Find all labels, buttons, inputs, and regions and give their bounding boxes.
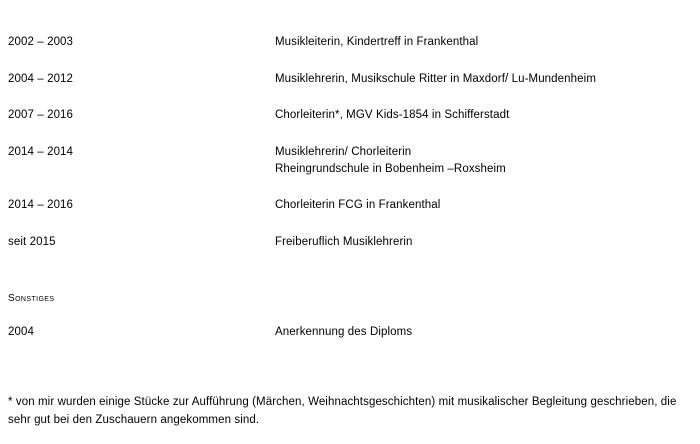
- list-item: [0, 234, 700, 251]
- entry-description: [275, 107, 700, 124]
- list-item: [0, 34, 700, 51]
- other-list: [0, 324, 700, 341]
- entry-description: [275, 324, 700, 341]
- entry-description: [275, 234, 700, 251]
- list-item: [0, 324, 700, 341]
- entry-period: 2004: [8, 325, 34, 338]
- entry-description-line2: Rheingrundschule in Bobenheim –Roxsheim: [275, 162, 506, 175]
- entry-description-line1: Musiklehrerin/ Chorleiterin: [275, 146, 412, 159]
- entry-description-line1: Musikleiterin, Kindertreff in Frankenthal: [275, 36, 479, 48]
- entry-description-line1: Anerkennung des Diploms: [275, 325, 413, 338]
- entry-period: 2004 – 2012: [8, 72, 74, 85]
- section-spacer-lower: [0, 304, 700, 324]
- entry-description: [275, 144, 700, 177]
- entry-period: 2014 – 2016: [8, 199, 74, 212]
- footnote-line1: * von mir wurden einige Stücke zur Aufführung (Märchen, Weihnachtsgeschichten) mit musikalischer Begleitung geschrieben, die: [8, 396, 677, 409]
- list-item: [0, 144, 700, 177]
- entry-period: 2002 – 2003: [8, 36, 74, 48]
- list-item: [0, 197, 700, 214]
- section-heading-sonstiges: Sonstiges: [8, 292, 55, 304]
- entry-description: [275, 197, 700, 214]
- entry-description: [275, 71, 700, 88]
- list-item: [0, 107, 700, 124]
- footnote-spacer: [0, 360, 700, 394]
- entry-period: 2007 – 2016: [8, 109, 74, 122]
- list-item: [0, 71, 700, 88]
- entry-period: seit 2015: [8, 236, 56, 249]
- entry-description-line1: Freiberuflich Musiklehrerin: [275, 236, 413, 249]
- entry-description-line1: Musiklehrerin, Musikschule Ritter in Maxdorf/ Lu-Mundenheim: [275, 72, 596, 85]
- entry-period: 2014 – 2014: [8, 146, 74, 159]
- entry-description: [275, 34, 700, 51]
- footnote: [0, 394, 700, 429]
- top-spacer: [0, 0, 700, 34]
- experience-list: [0, 34, 700, 251]
- entry-description-line1: Chorleiterin*, MGV Kids-1854 in Schifferstadt: [275, 109, 510, 122]
- section-spacer: [0, 271, 700, 293]
- footnote-line2: sehr gut bei den Zuschauern angekommen sind.: [8, 413, 260, 426]
- entry-description-line1: Chorleiterin FCG in Frankenthal: [275, 199, 441, 212]
